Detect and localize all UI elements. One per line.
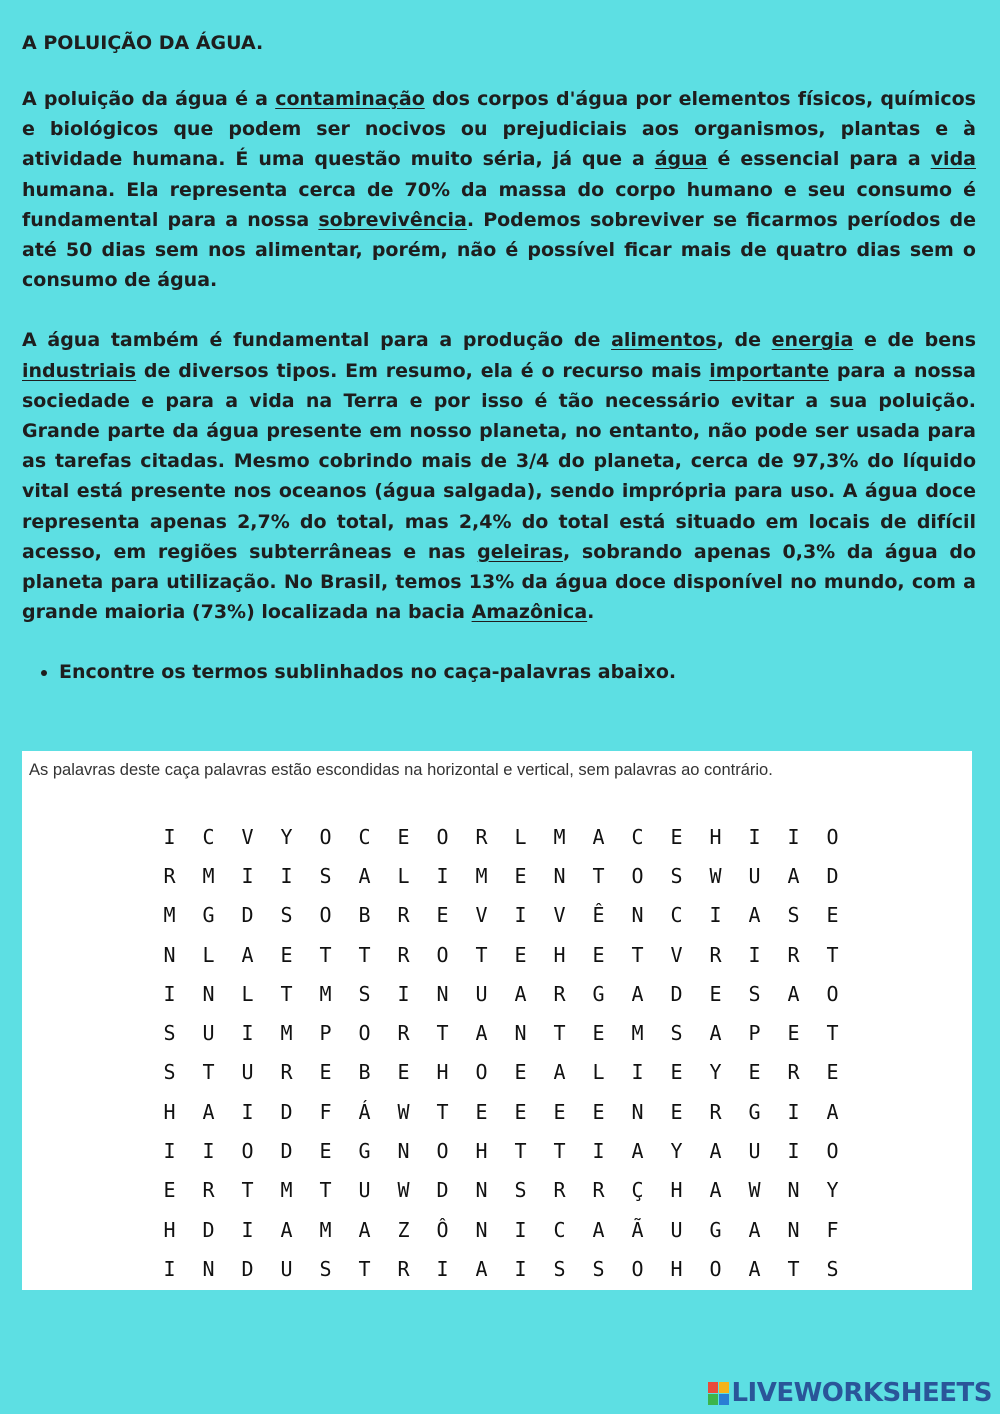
- grid-cell[interactable]: A: [709, 1139, 722, 1164]
- logo-mark-block: [719, 1382, 729, 1393]
- worksheet-document: [22, 28, 976, 687]
- grid-cell[interactable]: D: [280, 1099, 293, 1124]
- grid-cell[interactable]: A: [709, 1178, 722, 1203]
- grid-cell[interactable]: U: [670, 1217, 683, 1242]
- logo-mark-block: [708, 1382, 718, 1393]
- grid-cell[interactable]: Z: [397, 1217, 410, 1242]
- grid-cell[interactable]: V: [475, 903, 488, 928]
- grid-cell[interactable]: N: [514, 1021, 527, 1046]
- grid-cell[interactable]: N: [631, 1099, 644, 1124]
- grid-cell[interactable]: G: [592, 981, 605, 1006]
- grid-cell[interactable]: E: [280, 942, 293, 967]
- grid-cell[interactable]: A: [631, 1139, 644, 1164]
- underlined-term: contaminação: [275, 88, 425, 110]
- grid-cell[interactable]: I: [787, 824, 800, 849]
- grid-cell[interactable]: O: [436, 1139, 449, 1164]
- grid-cell[interactable]: O: [826, 824, 839, 849]
- grid-cell[interactable]: T: [202, 1060, 215, 1085]
- grid-cell[interactable]: I: [514, 1256, 527, 1281]
- grid-cell[interactable]: Y: [826, 1178, 839, 1203]
- grid-cell[interactable]: O: [241, 1139, 254, 1164]
- grid-cell[interactable]: F: [319, 1099, 332, 1124]
- grid-cell[interactable]: E: [670, 1099, 683, 1124]
- grid-cell[interactable]: I: [748, 942, 761, 967]
- grid-cell[interactable]: A: [280, 1217, 293, 1242]
- grid-cell[interactable]: Ô: [436, 1217, 449, 1242]
- grid-cell[interactable]: L: [241, 981, 254, 1006]
- grid-cell[interactable]: E: [514, 1060, 527, 1085]
- grid-cell[interactable]: T: [358, 1256, 371, 1281]
- grid-cell[interactable]: E: [592, 1021, 605, 1046]
- grid-cell[interactable]: E: [319, 1060, 332, 1085]
- grid-cell[interactable]: I: [163, 1256, 176, 1281]
- grid-cell[interactable]: E: [514, 1099, 527, 1124]
- grid-cell[interactable]: N: [553, 863, 566, 888]
- grid-cell[interactable]: T: [475, 942, 488, 967]
- grid-cell[interactable]: U: [748, 863, 761, 888]
- grid-cell[interactable]: T: [436, 1099, 449, 1124]
- grid-cell[interactable]: M: [475, 863, 488, 888]
- grid-cell[interactable]: S: [163, 1060, 176, 1085]
- grid-cell[interactable]: R: [397, 903, 410, 928]
- grid-cell[interactable]: U: [748, 1139, 761, 1164]
- grid-cell[interactable]: E: [592, 1099, 605, 1124]
- grid-cell[interactable]: H: [709, 824, 722, 849]
- grid-cell[interactable]: M: [280, 1178, 293, 1203]
- grid-cell[interactable]: M: [631, 1021, 644, 1046]
- grid-cell[interactable]: M: [319, 981, 332, 1006]
- grid-cell[interactable]: S: [319, 1256, 332, 1281]
- grid-cell[interactable]: E: [592, 942, 605, 967]
- grid-cell[interactable]: T: [358, 942, 371, 967]
- grid-cell[interactable]: E: [475, 1099, 488, 1124]
- grid-cell[interactable]: C: [553, 1217, 566, 1242]
- grid-cell[interactable]: O: [436, 942, 449, 967]
- grid-cell[interactable]: I: [748, 824, 761, 849]
- grid-cell[interactable]: I: [631, 1060, 644, 1085]
- grid-cell[interactable]: A: [475, 1256, 488, 1281]
- grid-cell[interactable]: E: [787, 1021, 800, 1046]
- grid-cell[interactable]: W: [397, 1178, 410, 1203]
- grid-cell[interactable]: L: [514, 824, 527, 849]
- grid-cell[interactable]: T: [631, 942, 644, 967]
- underlined-term: energia: [771, 329, 854, 352]
- grid-cell[interactable]: D: [241, 903, 254, 928]
- grid-cell[interactable]: A: [748, 903, 761, 928]
- grid-cell[interactable]: N: [631, 903, 644, 928]
- logo-text: LIVEWORKSHEETS: [731, 1378, 992, 1408]
- grid-cell[interactable]: I: [787, 1099, 800, 1124]
- grid-cell[interactable]: S: [748, 981, 761, 1006]
- grid-cell[interactable]: L: [592, 1060, 605, 1085]
- grid-cell[interactable]: A: [631, 981, 644, 1006]
- grid-cell[interactable]: A: [202, 1099, 215, 1124]
- grid-cell[interactable]: G: [709, 1217, 722, 1242]
- page-title: A POLUIÇÃO DA ÁGUA.: [22, 32, 264, 54]
- grid-cell[interactable]: W: [748, 1178, 761, 1203]
- grid-cell[interactable]: S: [826, 1256, 839, 1281]
- grid-cell[interactable]: S: [280, 903, 293, 928]
- instruction-list: [22, 657, 976, 687]
- grid-cell[interactable]: N: [202, 981, 215, 1006]
- grid-cell[interactable]: E: [163, 1178, 176, 1203]
- grid-cell[interactable]: I: [241, 1099, 254, 1124]
- grid-cell[interactable]: E: [709, 981, 722, 1006]
- grid-cell[interactable]: V: [241, 824, 254, 849]
- grid-cell[interactable]: T: [436, 1021, 449, 1046]
- grid-cell[interactable]: S: [787, 903, 800, 928]
- grid-cell[interactable]: Ê: [592, 903, 605, 928]
- grid-cell[interactable]: E: [670, 1060, 683, 1085]
- grid-cell[interactable]: M: [202, 863, 215, 888]
- grid-cell[interactable]: H: [670, 1256, 683, 1281]
- grid-cell[interactable]: M: [553, 824, 566, 849]
- grid-cell[interactable]: S: [163, 1021, 176, 1046]
- grid-cell[interactable]: N: [397, 1139, 410, 1164]
- grid-cell[interactable]: U: [358, 1178, 371, 1203]
- grid-cell[interactable]: D: [670, 981, 683, 1006]
- grid-cell[interactable]: E: [748, 1060, 761, 1085]
- grid-cell[interactable]: U: [280, 1256, 293, 1281]
- underlined-term: industriais: [22, 359, 137, 382]
- grid-cell[interactable]: M: [163, 903, 176, 928]
- grid-cell[interactable]: R: [553, 981, 566, 1006]
- underlined-term: importante: [709, 359, 830, 382]
- underlined-term: água: [654, 148, 708, 171]
- grid-cell[interactable]: I: [241, 1021, 254, 1046]
- grid-cell[interactable]: I: [436, 863, 449, 888]
- grid-cell[interactable]: Ã: [631, 1217, 644, 1242]
- grid-cell[interactable]: R: [787, 942, 800, 967]
- grid-cell[interactable]: T: [241, 1178, 254, 1203]
- grid-cell[interactable]: A: [826, 1099, 839, 1124]
- underlined-term: sobrevivência: [318, 208, 467, 231]
- grid-cell[interactable]: A: [553, 1060, 566, 1085]
- grid-cell[interactable]: I: [787, 1139, 800, 1164]
- grid-cell[interactable]: O: [319, 903, 332, 928]
- grid-cell[interactable]: A: [514, 981, 527, 1006]
- grid-cell[interactable]: C: [358, 824, 371, 849]
- grid-cell[interactable]: E: [397, 824, 410, 849]
- grid-cell[interactable]: I: [163, 1139, 176, 1164]
- grid-cell[interactable]: O: [319, 824, 332, 849]
- grid-cell[interactable]: E: [514, 863, 527, 888]
- grid-cell[interactable]: W: [709, 863, 722, 888]
- grid-cell[interactable]: N: [202, 1256, 215, 1281]
- grid-cell[interactable]: A: [709, 1021, 722, 1046]
- grid-cell[interactable]: H: [163, 1217, 176, 1242]
- grid-cell[interactable]: R: [475, 824, 488, 849]
- grid-cell[interactable]: A: [475, 1021, 488, 1046]
- grid-cell[interactable]: E: [514, 942, 527, 967]
- grid-cell[interactable]: U: [202, 1021, 215, 1046]
- grid-cell[interactable]: I: [241, 1217, 254, 1242]
- grid-cell[interactable]: A: [592, 1217, 605, 1242]
- grid-cell[interactable]: B: [358, 1060, 371, 1085]
- grid-cell[interactable]: T: [514, 1139, 527, 1164]
- grid-cell[interactable]: A: [748, 1256, 761, 1281]
- grid-cell[interactable]: H: [436, 1060, 449, 1085]
- grid-cell[interactable]: A: [787, 863, 800, 888]
- grid-cell[interactable]: E: [319, 1139, 332, 1164]
- grid-cell[interactable]: T: [592, 863, 605, 888]
- grid-cell[interactable]: M: [280, 1021, 293, 1046]
- grid-cell[interactable]: P: [748, 1021, 761, 1046]
- grid-cell[interactable]: S: [553, 1256, 566, 1281]
- grid-cell[interactable]: L: [202, 942, 215, 967]
- grid-cell[interactable]: O: [631, 863, 644, 888]
- grid-cell[interactable]: A: [358, 1217, 371, 1242]
- grid-cell[interactable]: O: [826, 981, 839, 1006]
- grid-cell[interactable]: E: [826, 903, 839, 928]
- grid-cell[interactable]: I: [202, 1139, 215, 1164]
- grid-cell[interactable]: T: [826, 1021, 839, 1046]
- grid-cell[interactable]: I: [514, 903, 527, 928]
- grid-cell[interactable]: I: [163, 824, 176, 849]
- grid-cell[interactable]: T: [280, 981, 293, 1006]
- grid-cell[interactable]: Y: [709, 1060, 722, 1085]
- grid-cell[interactable]: T: [319, 1178, 332, 1203]
- grid-cell[interactable]: L: [397, 863, 410, 888]
- logo-mark-block: [708, 1394, 718, 1405]
- grid-cell[interactable]: A: [358, 863, 371, 888]
- grid-cell[interactable]: S: [670, 1021, 683, 1046]
- grid-cell[interactable]: I: [514, 1217, 527, 1242]
- grid-cell[interactable]: M: [319, 1217, 332, 1242]
- grid-cell[interactable]: S: [358, 981, 371, 1006]
- grid-cell[interactable]: N: [787, 1178, 800, 1203]
- grid-cell[interactable]: N: [163, 942, 176, 967]
- grid-cell[interactable]: T: [319, 942, 332, 967]
- grid-cell[interactable]: A: [748, 1217, 761, 1242]
- word-search-panel: [22, 751, 972, 1290]
- grid-cell[interactable]: D: [202, 1217, 215, 1242]
- grid-cell[interactable]: N: [436, 981, 449, 1006]
- grid-cell[interactable]: O: [358, 1021, 371, 1046]
- grid-cell[interactable]: N: [475, 1178, 488, 1203]
- grid-cell[interactable]: D: [826, 863, 839, 888]
- grid-cell[interactable]: R: [202, 1178, 215, 1203]
- grid-cell[interactable]: R: [709, 942, 722, 967]
- grid-cell[interactable]: E: [670, 824, 683, 849]
- grid-cell[interactable]: O: [631, 1256, 644, 1281]
- paragraph-1: A poluição da água é a contaminação dos corpos d'água por elementos físicos, químicos e biológicos que podem ser nocivos ou prejudiciais aos organismos, plantas e à atividade humana. É uma questão muito séria, já que a água é essencial para a vida humana. Ela representa cerca de 70% da massa do corpo humano e seu consumo é fundamental para a nossa sobrevivência. Podemos sobreviver se ficarmos períodos de até 50 dias sem nos alimentar, porém, não é possível ficar mais de quatro dias sem o consumo de água.: [22, 88, 976, 292]
- grid-cell[interactable]: W: [397, 1099, 410, 1124]
- paragraph-2: A água também é fundamental para a produção de alimentos, de energia e de bens industriais de diversos tipos. Em resumo, ela é o recurso mais importante para a nossa sociedade e para a vida na Terra e por isso é tão necessário evitar a sua poluição. Grande parte da água presente em nosso planeta, no entanto, não pode ser usada para as tarefas citadas. Mesmo cobrindo mais de 3/4 do planeta, cerca de 97,3% do líquido vital está presente nos oceanos (água salgada), sendo imprópria para uso. A água doce representa apenas 2,7% do total, mas 2,4% do total está situado em locais de difícil acesso, em regiões subterrâneas e nas geleiras, sobrando apenas 0,3% da água do planeta para utilização. No Brasil, temos 13% da água doce disponível no mundo, com a grande maioria (73%) localizada na bacia Amazônica.: [22, 329, 977, 624]
- underlined-term: geleiras: [477, 540, 564, 563]
- grid-cell[interactable]: S: [670, 863, 683, 888]
- grid-cell[interactable]: I: [592, 1139, 605, 1164]
- grid-cell[interactable]: R: [397, 942, 410, 967]
- grid-cell[interactable]: I: [709, 903, 722, 928]
- grid-cell[interactable]: U: [475, 981, 488, 1006]
- grid-cell[interactable]: D: [241, 1256, 254, 1281]
- grid-cell[interactable]: U: [241, 1060, 254, 1085]
- grid-cell[interactable]: V: [553, 903, 566, 928]
- grid-cell[interactable]: O: [436, 824, 449, 849]
- grid-cell[interactable]: R: [280, 1060, 293, 1085]
- grid-cell[interactable]: I: [397, 981, 410, 1006]
- grid-cell[interactable]: O: [709, 1256, 722, 1281]
- grid-cell[interactable]: H: [163, 1099, 176, 1124]
- grid-cell[interactable]: I: [280, 863, 293, 888]
- grid-cell[interactable]: O: [826, 1139, 839, 1164]
- grid-cell[interactable]: S: [592, 1256, 605, 1281]
- grid-cell[interactable]: H: [475, 1139, 488, 1164]
- grid-cell[interactable]: T: [553, 1139, 566, 1164]
- grid-cell[interactable]: R: [787, 1060, 800, 1085]
- instruction-item: • Encontre os termos sublinhados no caça-palavras abaixo.: [59, 657, 976, 687]
- grid-cell[interactable]: G: [358, 1139, 371, 1164]
- grid-cell[interactable]: T: [826, 942, 839, 967]
- grid-cell[interactable]: N: [787, 1217, 800, 1242]
- grid-cell[interactable]: G: [748, 1099, 761, 1124]
- logo-mark-icon: [708, 1382, 728, 1404]
- grid-cell[interactable]: P: [319, 1021, 332, 1046]
- grid-cell[interactable]: B: [358, 903, 371, 928]
- grid-cell[interactable]: Ç: [631, 1178, 644, 1203]
- underlined-term: Amazônica: [471, 601, 588, 624]
- grid-cell[interactable]: E: [397, 1060, 410, 1085]
- grid-cell[interactable]: Y: [670, 1139, 683, 1164]
- grid-cell[interactable]: S: [319, 863, 332, 888]
- grid-cell[interactable]: H: [670, 1178, 683, 1203]
- grid-cell[interactable]: I: [241, 863, 254, 888]
- grid-cell[interactable]: I: [436, 1256, 449, 1281]
- grid-cell[interactable]: D: [436, 1178, 449, 1203]
- liveworksheets-logo: [708, 1378, 992, 1408]
- grid-cell[interactable]: Á: [358, 1099, 371, 1124]
- grid-cell[interactable]: E: [436, 903, 449, 928]
- grid-cell[interactable]: A: [592, 824, 605, 849]
- grid-cell[interactable]: A: [787, 981, 800, 1006]
- grid-cell[interactable]: I: [163, 981, 176, 1006]
- grid-cell[interactable]: V: [670, 942, 683, 967]
- grid-cell[interactable]: T: [787, 1256, 800, 1281]
- grid-cell[interactable]: R: [397, 1021, 410, 1046]
- logo-mark-block: [719, 1394, 729, 1405]
- grid-cell[interactable]: S: [514, 1178, 527, 1203]
- grid-cell[interactable]: N: [475, 1217, 488, 1242]
- grid-cell[interactable]: Y: [280, 824, 293, 849]
- word-search-grid[interactable]: [150, 817, 852, 1289]
- grid-cell[interactable]: A: [241, 942, 254, 967]
- grid-cell[interactable]: C: [670, 903, 683, 928]
- grid-cell[interactable]: O: [475, 1060, 488, 1085]
- underlined-term: alimentos: [611, 329, 717, 352]
- grid-cell[interactable]: D: [280, 1139, 293, 1164]
- grid-cell[interactable]: C: [631, 824, 644, 849]
- grid-cell[interactable]: R: [163, 863, 176, 888]
- grid-cell[interactable]: C: [202, 824, 215, 849]
- grid-cell[interactable]: R: [709, 1099, 722, 1124]
- grid-cell[interactable]: E: [826, 1060, 839, 1085]
- grid-cell[interactable]: R: [397, 1256, 410, 1281]
- underlined-term: vida: [930, 148, 976, 171]
- grid-cell[interactable]: F: [826, 1217, 839, 1242]
- grid-cell[interactable]: G: [202, 903, 215, 928]
- grid-cell[interactable]: E: [553, 1099, 566, 1124]
- word-search-note: As palavras deste caça palavras estão escondidas na horizontal e vertical, sem palavras ao contrário.: [29, 761, 773, 779]
- grid-cell[interactable]: T: [553, 1021, 566, 1046]
- grid-cell[interactable]: H: [553, 942, 566, 967]
- grid-cell[interactable]: R: [553, 1178, 566, 1203]
- grid-cell[interactable]: R: [592, 1178, 605, 1203]
